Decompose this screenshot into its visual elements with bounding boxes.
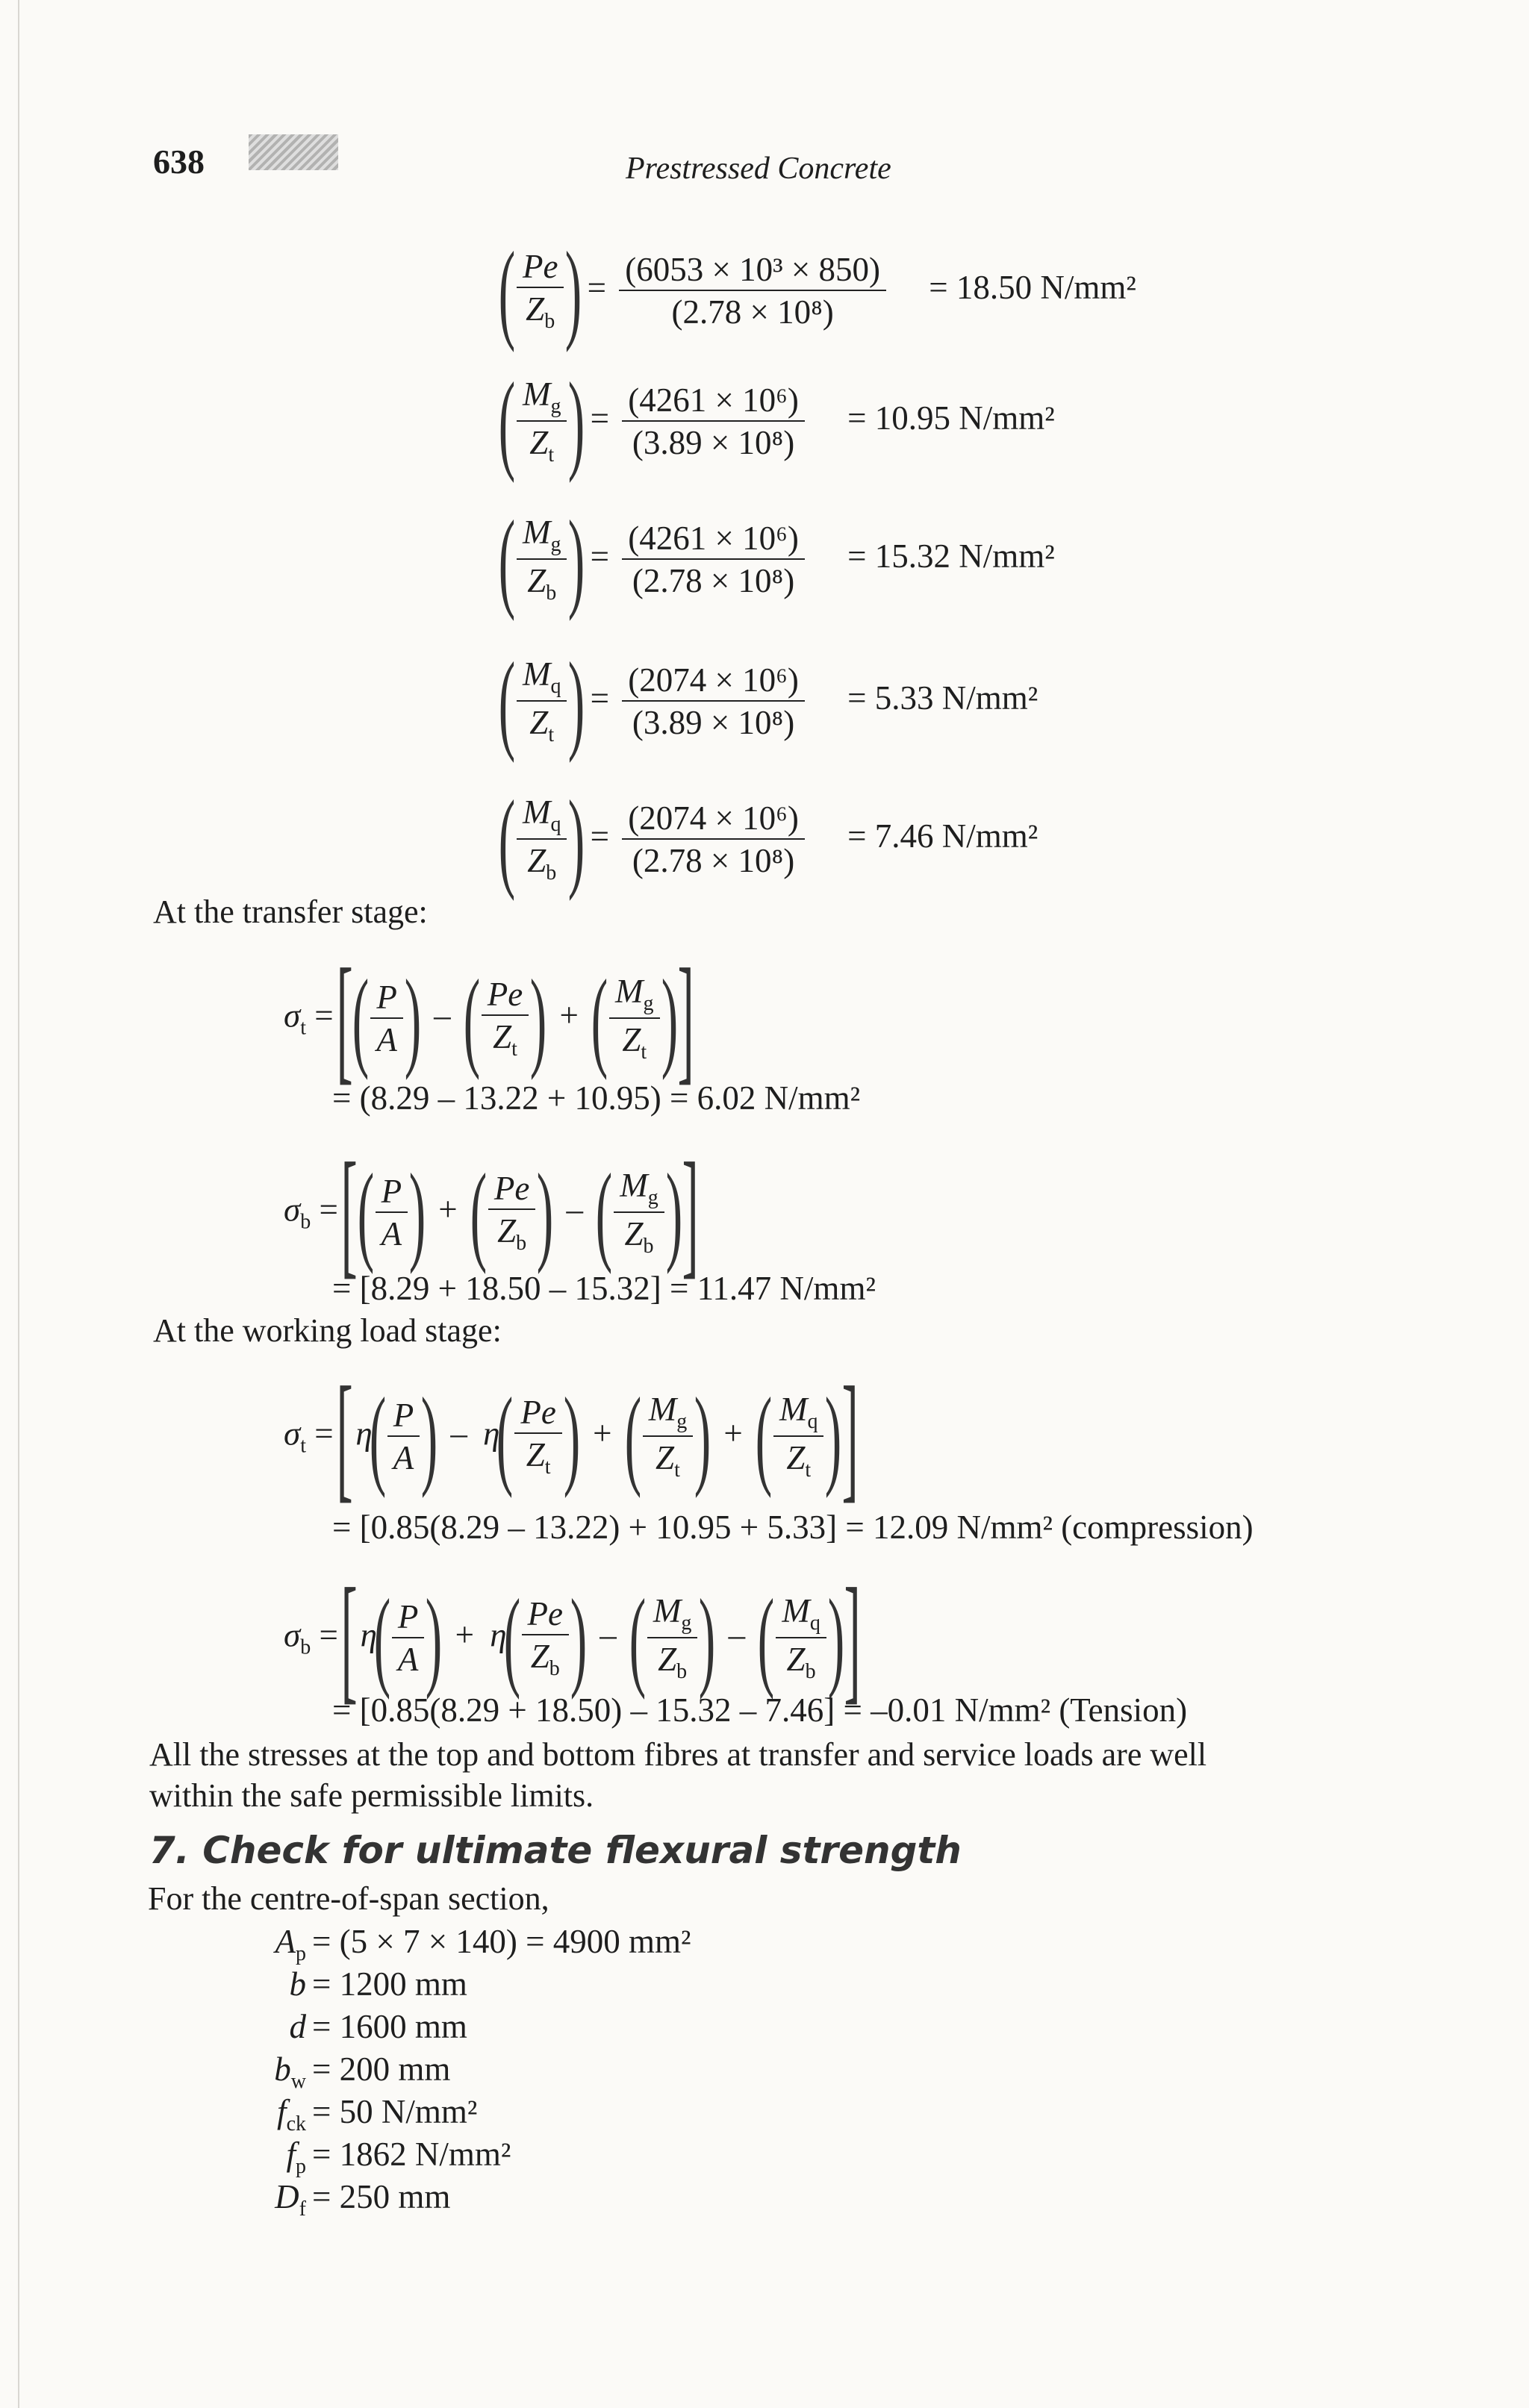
rhs-fraction bbox=[622, 520, 805, 600]
parameter-symbol: $f_{ck}$ bbox=[277, 2093, 306, 2136]
top-equation-3 bbox=[498, 498, 1055, 622]
equation-result: = 10.95 N/mm² bbox=[838, 399, 1055, 437]
left-paren: ( bbox=[498, 640, 516, 764]
lhs-fraction bbox=[517, 376, 567, 467]
scan-edge bbox=[18, 0, 19, 2408]
lhs-numerator: $M_q$ bbox=[517, 656, 567, 702]
equals-sign: = bbox=[582, 817, 618, 855]
parameter-value: = 1600 mm bbox=[312, 2008, 467, 2045]
rhs-fraction bbox=[622, 800, 805, 880]
parameter-row bbox=[0, 2135, 511, 2179]
parameter-row bbox=[0, 1965, 467, 2003]
top-equation-2 bbox=[498, 360, 1055, 484]
parameter-row bbox=[0, 1922, 691, 1966]
paragraph-line-1: All the stresses at the top and bottom fibres at transfer and service loads are well bbox=[149, 1736, 1207, 1773]
lhs-fraction bbox=[517, 249, 564, 334]
equals-sign: = bbox=[582, 537, 618, 576]
parameter-row bbox=[0, 2007, 467, 2046]
parameter-row bbox=[0, 2050, 450, 2094]
rhs-fraction bbox=[622, 382, 805, 462]
rhs-denominator: (2.78 × 10⁸) bbox=[671, 293, 834, 331]
parameter-value: = 200 mm bbox=[312, 2050, 451, 2088]
rhs-numerator: (6053 × 10³ × 850) bbox=[619, 252, 886, 292]
lhs-denominator: $Z_b$ bbox=[527, 842, 557, 885]
right-paren: ) bbox=[565, 229, 582, 353]
lhs-fraction bbox=[517, 656, 567, 747]
equation-result: = 15.32 N/mm² bbox=[838, 537, 1055, 576]
lhs-numerator: $M_g$ bbox=[517, 514, 567, 560]
parameter-row bbox=[0, 2092, 477, 2136]
parameter-symbol: d bbox=[289, 2008, 306, 2045]
rhs-fraction bbox=[619, 252, 886, 331]
lhs-numerator: Pe bbox=[517, 249, 564, 289]
rhs-numerator: (2074 × 10⁶) bbox=[622, 800, 805, 840]
top-equation-1 bbox=[498, 229, 1136, 353]
top-equation-5 bbox=[498, 778, 1038, 902]
rhs-numerator: (4261 × 10⁶) bbox=[622, 382, 805, 422]
lhs-denominator: $Z_b$ bbox=[527, 562, 557, 605]
section-heading: 7. Check for ultimate flexural strength bbox=[149, 1829, 962, 1872]
sigma-b-working-expression: $\sigma_b$ = [ η( $\frac{P}{A}$ ) + η( $\frac{Pe}{Z_b}$ ) – ( $\frac{M_g}{Z_b}$ ) – ( $\frac{M_q}{Z_b}$ ) ] bbox=[284, 1560, 861, 1717]
top-equation-4 bbox=[498, 640, 1038, 764]
section-intro: For the centre-of-span section, bbox=[148, 1880, 549, 1917]
parameter-value: = 1200 mm bbox=[312, 1965, 467, 2003]
rhs-denominator: (2.78 × 10⁸) bbox=[632, 562, 795, 599]
right-paren: ) bbox=[568, 498, 585, 622]
rhs-fraction bbox=[622, 662, 805, 742]
parameter-value: = 1862 N/mm² bbox=[312, 2136, 511, 2173]
lhs-denominator: $Z_t$ bbox=[529, 424, 555, 467]
lhs-numerator: $M_q$ bbox=[517, 794, 567, 840]
rhs-denominator: (3.89 × 10⁸) bbox=[632, 424, 795, 461]
header-ornament bbox=[249, 134, 338, 170]
rhs-denominator: (3.89 × 10⁸) bbox=[632, 704, 795, 741]
right-paren: ) bbox=[568, 640, 585, 764]
parameter-symbol: b bbox=[289, 1965, 306, 2003]
paragraph-line-2: within the safe permissible limits. bbox=[149, 1777, 594, 1814]
parameter-value: = 250 mm bbox=[312, 2178, 451, 2215]
working-stage-label: At the working load stage: bbox=[153, 1312, 502, 1349]
parameter-symbol: $A_p$ bbox=[275, 1923, 306, 1965]
sigma-t-working-expression: $\sigma_t$ = [ η( $\frac{P}{A}$ ) – η( $\frac{Pe}{Z_t}$ ) + ( $\frac{M_g}{Z_t}$ ) + ( $\frac{M_q}{Z_t}$ ) ] bbox=[284, 1359, 859, 1515]
sigma-b-transfer-expression: $\sigma_b$ = [ ( $\frac{P}{A}$ ) + ( $\frac{Pe}{Z_b}$ ) – ( $\frac{M_g}{Z_b}$ ) ] bbox=[284, 1135, 699, 1291]
right-paren: ) bbox=[568, 360, 585, 484]
rhs-denominator: (2.78 × 10⁸) bbox=[632, 842, 795, 879]
lhs-numerator: $M_g$ bbox=[517, 376, 567, 422]
left-paren: ( bbox=[498, 778, 516, 902]
lhs-denominator: $Z_t$ bbox=[529, 704, 555, 746]
equals-sign: = bbox=[579, 269, 615, 307]
running-title: Prestressed Concrete bbox=[626, 152, 891, 186]
left-paren: ( bbox=[498, 229, 516, 353]
sigma-b-working-result: = [0.85(8.29 + 18.50) – 15.32 – 7.46] = –0.01 N/mm² (Tension) bbox=[332, 1691, 1188, 1729]
sigma-t-working-result: = [0.85(8.29 – 13.22) + 10.95 + 5.33] = 12.09 N/mm² (compression) bbox=[332, 1509, 1254, 1546]
lhs-fraction bbox=[517, 794, 567, 885]
parameter-value: = (5 × 7 × 140) = 4900 mm² bbox=[312, 1923, 691, 1960]
transfer-stage-label: At the transfer stage: bbox=[153, 893, 428, 930]
equation-result: = 5.33 N/mm² bbox=[838, 679, 1038, 717]
left-paren: ( bbox=[498, 498, 516, 622]
sigma-t-transfer-result: = (8.29 – 13.22 + 10.95) = 6.02 N/mm² bbox=[332, 1079, 861, 1117]
parameter-symbol: $f_p$ bbox=[286, 2136, 306, 2178]
equals-sign: = bbox=[582, 399, 618, 437]
lhs-denominator: $Z_b$ bbox=[526, 290, 555, 334]
parameter-row bbox=[0, 2177, 450, 2221]
rhs-numerator: (4261 × 10⁶) bbox=[622, 520, 805, 561]
rhs-numerator: (2074 × 10⁶) bbox=[622, 662, 805, 702]
left-paren: ( bbox=[498, 360, 516, 484]
right-paren: ) bbox=[568, 778, 585, 902]
sigma-b-transfer-result: = [8.29 + 18.50 – 15.32] = 11.47 N/mm² bbox=[332, 1270, 876, 1307]
parameter-value: = 50 N/mm² bbox=[312, 2093, 478, 2130]
parameter-symbol: $D_f$ bbox=[275, 2178, 306, 2221]
equals-sign: = bbox=[582, 679, 618, 717]
lhs-fraction bbox=[517, 514, 567, 605]
sigma-t-transfer-expression: $\sigma_t$ = [ ( $\frac{P}{A}$ ) – ( $\frac{Pe}{Z_t}$ ) + ( $\frac{M_g}{Z_t}$ ) ] bbox=[284, 941, 694, 1097]
equation-result: = 7.46 N/mm² bbox=[838, 817, 1038, 855]
equation-result: = 18.50 N/mm² bbox=[920, 269, 1136, 307]
page-number: 638 bbox=[153, 143, 205, 181]
parameter-symbol: $b_w$ bbox=[274, 2050, 306, 2093]
